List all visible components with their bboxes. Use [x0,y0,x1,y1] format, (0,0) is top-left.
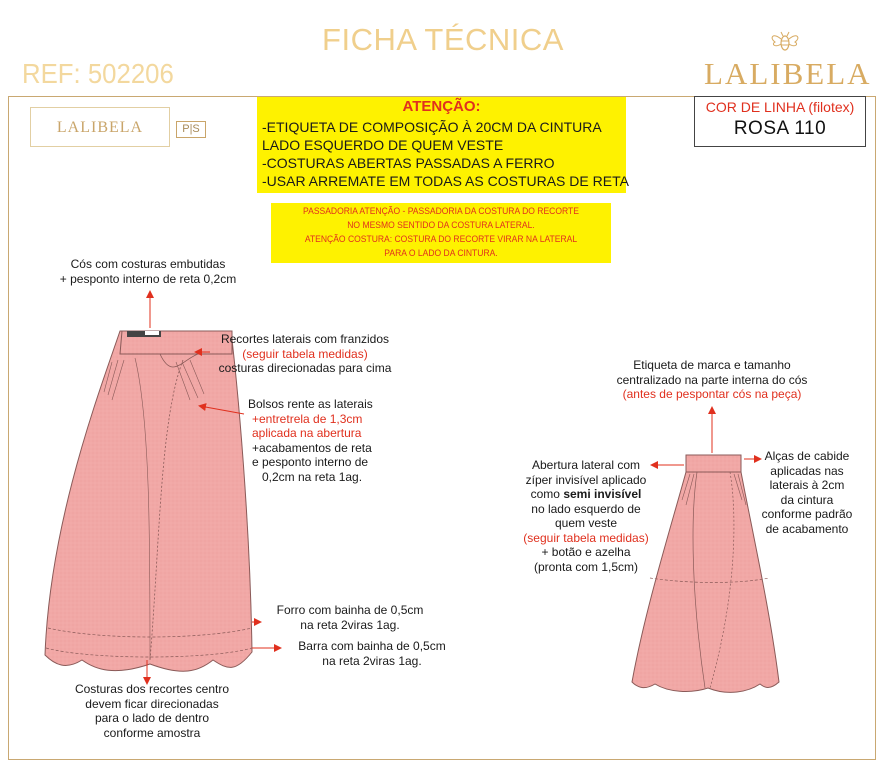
annotation-line: Forro com bainha de 0,5cm [276,603,424,617]
annotation-line: Etiqueta de marca e tamanho [633,358,791,372]
annotation-line: quem veste [554,516,618,530]
annotation-line: na reta 2viras 1ag. [322,653,422,668]
note-line: PARA O LADO DA CINTURA. [384,248,498,259]
annotation-line: na reta 2viras 1ag. [300,617,400,632]
hem-annotation [282,639,462,668]
annotation-line: 0,2cm na reta 1ag. [262,469,363,484]
annotation-line: Abertura lateral com [531,458,641,472]
center-seams-annotation [62,682,242,740]
annotation-text: como [530,487,560,501]
annotation-line: (antes de pespontar cós na peça) [622,387,802,401]
note-line: PASSADORIA ATENÇÃO - PASSADORIA DA COSTURA DO RECORTE [303,206,579,217]
annotation-line: +acabamentos de reta [252,440,372,455]
annotation-line [516,487,656,502]
reference-code: REF: 502206 [22,58,174,89]
annotation-line: costuras direcionadas para cima [218,361,392,375]
annotation-line: + botão e azelha [541,545,631,559]
annotation-line: e pesponto interno de [252,455,369,469]
waistband-annotation [48,257,248,286]
annotation-line: Bolsos rente as laterais [248,397,373,411]
annotation-line: centralizado na parte interna do cós [616,372,808,387]
warning-line: -COSTURAS ABERTAS PASSADAS A FERRO [262,155,555,171]
page-title: FICHA TÉCNICA [322,22,564,57]
zipper-annotation [516,458,656,574]
back-waistband [686,455,741,472]
warning-line: -USAR ARREMATE EM TODAS AS COSTURAS DE RETA [262,173,629,189]
warning-title: ATENÇÃO: [402,98,481,115]
warning-line: -ETIQUETA DE COMPOSIÇÃO À 20CM DA CINTURA [262,119,602,135]
pockets-annotation [248,397,373,484]
annotation-line: de acabamento [765,521,849,536]
annotation-line: laterais à 2cm [769,478,845,492]
annotation-line: +entretrela de 1,3cm [252,411,363,426]
annotation-line: (seguir tabela medidas) [242,346,368,361]
annotation-line: zíper invisível aplicado [525,472,647,487]
annotation-line: devem ficar direcionadas [85,696,219,711]
thread-color-value: ROSA 110 [733,118,827,139]
annotation-emphasis: semi invisível [563,487,642,501]
annotation-line: aplicadas nas [770,463,844,478]
annotation-line: (seguir tabela medidas) [523,530,649,545]
annotation-line: Recortes laterais com franzidos [220,332,390,346]
annotation-line: conforme amostra [103,725,201,740]
size-tag: P|S [176,121,206,138]
thread-color-label: COR DE LINHA (filotex) [705,99,855,115]
brand-label-text: LALIBELA [56,119,144,136]
annotation-line: + pesponto interno de reta 0,2cm [59,271,237,286]
hanger-loops-annotation [752,449,862,536]
annotation-line: Costuras dos recortes centro [74,682,230,696]
warning-line: LADO ESQUERDO DE QUEM VESTE [262,137,504,153]
brand-logo: LALIBELA [704,56,872,91]
lining-annotation [260,603,440,632]
note-line: ATENÇÃO COSTURA: COSTURA DO RECORTE VIRAR NA LATERAL [304,234,578,245]
annotation-line: Cós com costuras embutidas [70,257,226,271]
annotation-line: da cintura [780,492,834,507]
annotation-line: para o lado de dentro [94,711,210,725]
annotation-line: aplicada na abertura [252,426,362,440]
annotation-line: Barra com bainha de 0,5cm [298,639,446,653]
annotation-line: (pronta com 1,5cm) [533,559,639,574]
side-panels-annotation [205,332,405,376]
annotation-line: Alças de cabide [764,449,850,463]
note-line: NO MESMO SENTIDO DA COSTURA LATERAL. [347,220,535,231]
front-skirt-drawing [45,331,252,671]
brand-label-annotation [597,358,827,402]
annotation-line: no lado esquerdo de [531,501,641,516]
annotation-line: conforme padrão [761,507,853,521]
